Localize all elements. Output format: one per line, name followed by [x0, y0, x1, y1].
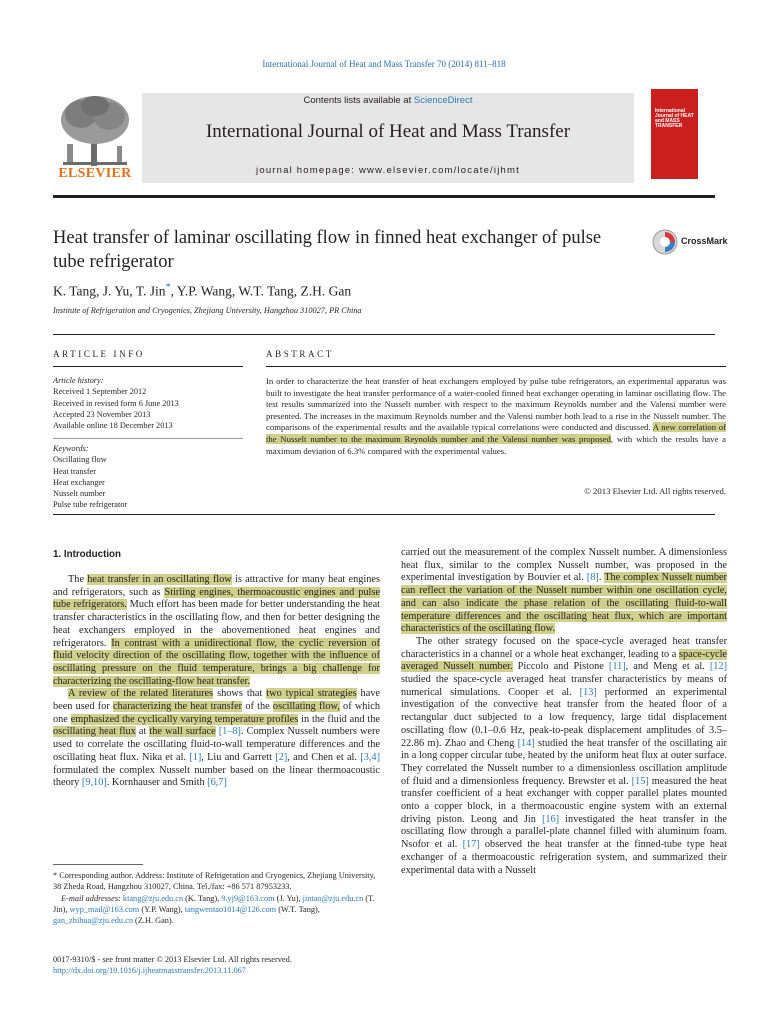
history-item: Available online 18 December 2013 [53, 421, 173, 431]
citation-link[interactable]: [12] [709, 661, 727, 673]
citation-link[interactable]: [3,4] [360, 751, 380, 763]
keyword-item: Pulse tube refrigerator [53, 500, 128, 510]
email-link[interactable]: tangwentao1014@126.com [184, 904, 277, 914]
article-info-heading: ARTICLE INFO [53, 349, 145, 359]
crossmark-badge[interactable]: CrossMark [652, 229, 732, 259]
journal-homepage[interactable]: journal homepage: www.elsevier.com/locate/ijhmt [256, 165, 520, 176]
highlighted-text: In contrast with a unidirectional flow, the cyclic reversion of fluid velocity direction of the oscillating flow, together with the influence of oscillating pressure on the fluid temperature, brings a big challenge for characterizing the oscillating-flow heat transfer. [53, 637, 380, 687]
body-text: Piccolo and Pistone [512, 661, 609, 673]
body-text: . [598, 572, 605, 584]
highlighted-text: space-cycle averaged Nusselt number. [401, 648, 727, 673]
highlighted-text: two typical strategies [266, 688, 357, 700]
body-text: shows that [213, 688, 267, 700]
body-text: of which one [53, 701, 381, 725]
citation-link[interactable]: [17] [462, 839, 480, 851]
email-owner: (Y.P. Wang), [139, 904, 185, 914]
highlighted-text: emphasized the cyclically varying temperature profiles [70, 713, 299, 725]
body-text: observed the heat transfer at the finned-tube type heat exchanger of a thermoacoustic refrigeration system, and summarized their experimental data with a Nusselt [401, 839, 727, 876]
body-text: . Complex Nusselt numbers were used to correlate the oscillating fluid-to-wall temperature differences and the oscillating heat flux. Nika et al. [53, 726, 380, 763]
paragraph [53, 688, 380, 790]
body-column-right [401, 547, 727, 877]
history-item: Accepted 23 November 2013 [53, 409, 151, 419]
sciencedirect-link[interactable]: ScienceDirect [413, 95, 473, 106]
citation-link[interactable]: [13] [579, 686, 597, 698]
highlighted-text: the wall surface [149, 726, 216, 738]
body-text: is attractive for many heat engines and refrigerators, such as [53, 574, 380, 598]
keywords-label: Keywords: [53, 444, 89, 453]
body-text: in the fluid and the [298, 713, 380, 725]
email-link[interactable]: ktang@zju.edu.cn [122, 893, 184, 903]
keyword-item: Heat transfer [53, 466, 97, 476]
email-owner: (K. Tang), [183, 893, 222, 903]
email-link[interactable]: gan_zhihua@zju.edu.cn [53, 916, 133, 926]
citation-link[interactable]: [6,7] [207, 777, 227, 789]
citation-link[interactable]: [11] [608, 661, 626, 673]
paragraph [401, 636, 727, 877]
abstract-heading: ABSTRACT [266, 349, 334, 359]
citation-link[interactable]: [9,10] [81, 777, 107, 789]
history-item: Received 1 September 2012 [53, 387, 147, 397]
body-text: , and Chen et al. [287, 751, 361, 763]
issn-line: 0017-9310/$ - see front matter © 2013 Elsevier Ltd. All rights reserved. [53, 955, 292, 964]
elsevier-wordmark: ELSEVIER [58, 166, 132, 181]
citation-link[interactable]: [14] [517, 737, 535, 749]
highlighted-text: A new correlation of the Nusselt number to the maximum Reynolds number and the Valensi number was proposed [266, 422, 726, 444]
contents-line: Contents lists available at ScienceDirect [303, 95, 473, 106]
highlighted-text: characterizing the heat transfer [112, 701, 243, 713]
email-link[interactable]: jintao@zju.edu.cn [302, 893, 364, 903]
keywords-block [53, 443, 243, 511]
keyword-item: Heat exchanger [53, 477, 105, 487]
page-footer [53, 954, 292, 977]
body-text: , Liu and Garrett [201, 751, 276, 763]
doi-link[interactable]: http://dx.doi.org/10.1016/j.ijheatmasstransfer.2013.11.067 [53, 966, 246, 976]
body-text: measured the heat transfer coefficient of a heat exchanger with copper parallel plates mounted onto a copper block, in a thermoacoustic engine system with an external driving piston. Leong and Jin [401, 775, 728, 825]
email-owner: (J. Yu), [274, 893, 303, 903]
email-owner: (Z.H. Gan). [132, 916, 174, 926]
footnote [53, 870, 381, 926]
footnote-rule [53, 864, 143, 865]
body-text: have been used for [53, 688, 380, 713]
paper-title: Heat transfer of laminar oscillating flow in finned heat exchanger of pulse tube refrigerator [53, 228, 602, 272]
corresponding-author-mark[interactable]: * [165, 282, 171, 293]
body-text: The other strategy focused on the space-cycle averaged heat transfer characteristics in a channel or a whole heat exchanger, leading to a [401, 635, 727, 660]
body-text: performed an experimental investigation of the convective heat transfer from the heated floor of a rectangular duct subjected to a low frequency, large tidal displacement oscillating flow (0.1–0.6 Hz, peak-to-peak displacement amplitudes of 3.5–22.86 m). Zhao and Cheng [401, 686, 727, 749]
citation-link[interactable]: [8] [586, 572, 599, 584]
journal-cover-thumbnail[interactable]: International Journal of HEAT and MASS TRANSFER [651, 89, 698, 179]
citation-link[interactable]: [1] [189, 751, 202, 763]
corresponding-author-note: * Corresponding author. Address: Institute of Refrigeration and Cryogenics, Zhejiang University, 38 Zheda Road, Hangzhou 310027, China. Tel./fax: +86 571 87953233. [53, 871, 376, 892]
journal-citation[interactable]: International Journal of Heat and Mass Transfer 70 (2014) 811–818 [262, 59, 506, 69]
email-link[interactable]: wyp_mail@163.com [69, 904, 140, 914]
keyword-item: Oscillating flow [53, 455, 107, 465]
body-column-left [53, 574, 380, 790]
abstract-bottom-rule [53, 514, 715, 515]
highlighted-text: Stirling engines, thermoacoustic engines and pulse tube refrigerators. [53, 586, 380, 611]
paragraph [401, 547, 727, 636]
section-heading-introduction: 1. Introduction [53, 549, 122, 560]
body-text: , and Meng et al. [625, 661, 710, 673]
abstract-text: In order to characterize the heat transfer of heat exchangers employed by pulse tube refrigerators, an experimental apparatus was built to investigate the heat transfer performance of a water-cooled finned heat exchanger operating in laminar oscillating flow. The test results summarized into the Nusselt number with respect to the maximum Reynolds number and the Valensi number were presented. The increases in the maximum Reynolds number and the Valensi number both lead to a rise in the Nusselt number. The comparisons of the experimental results and the available typical correlations were conducted and discussed. A new correlation of the Nusselt number to the maximum Reynolds number and the Valensi number was proposed, with which the results have a maximum deviation of 6.3% compared with the experimental values. [266, 376, 726, 456]
email-owner: (T. Jin), [53, 893, 375, 914]
body-text: The [68, 574, 88, 585]
citation-link[interactable]: [15] [631, 775, 649, 787]
keywords-divider [53, 438, 243, 439]
copyright-line: © 2013 Elsevier Ltd. All rights reserved. [584, 486, 726, 496]
history-item: Received in revised form 6 June 2013 [53, 398, 179, 408]
history-label: Article history: [53, 376, 104, 385]
paragraph [53, 574, 380, 688]
email-owner: (W.T. Tang), [276, 904, 320, 914]
body-text: formulated the complex Nusselt number based on the linear thermoacoustic theory [53, 764, 380, 789]
affiliation: Institute of Refrigeration and Cryogenics, Zhejiang University, Hangzhou 310027, PR China [53, 306, 362, 315]
body-text: investigated the heat transfer in the oscillating flow through a parallel-plate channel filled with aluminum foam. Nsofor et al. [401, 813, 727, 851]
email-addresses: E-mail addresses: ktang@zju.edu.cn (K. Tang), 9.yj9@163.com (J. Yu), jintao@zju.edu.cn (T. Jin), wyp_mail@163.com (Y.P. Wang), tangwentao1014@126.com (W.T. Tang), gan_zhihua@zju.edu.cn (Z.H. Gan). [53, 893, 375, 926]
highlighted-text: oscillating flow, [272, 701, 340, 713]
header-rule [53, 195, 715, 198]
body-text: carried out the measurement of the complex Nusselt number. A dimensionless heat flux, similar to the complex Nusselt number, was proposed in the experimental investigation by Bouvier et al. [401, 547, 727, 584]
highlighted-text: oscillating heat flux [53, 726, 136, 738]
keyword-item: Nusselt number [53, 489, 106, 499]
body-text: studied the space-cycle averaged heat transfer characteristics by means of numerical simulations. Cooper et al. [401, 674, 727, 698]
email-link[interactable]: 9.yj9@163.com [221, 893, 275, 903]
highlighted-text: A review of the related literatures [68, 688, 214, 700]
journal-title: International Journal of Heat and Mass Transfer [205, 121, 571, 142]
title-rule [53, 334, 715, 335]
body-text: studied the heat transfer of the oscillating air in a long copper circular tube, heated by the uniform heat flux at outer surface. They correlated the Nusselt number to a dimensionless oscillation amplitude of fluid and a dimensionless frequency. Brewster et al. [401, 737, 727, 787]
highlighted-text: The complex Nusselt number can reflect the variation of the Nusselt number within one oscillation cycle, and can also indicate the phase relation of the oscillating fluid-to-wall temperature differences and the oscillating heat flux, which are important characteristics of the oscillating flow. [401, 572, 727, 635]
body-text: of the [242, 701, 273, 713]
citation-link[interactable]: [2] [275, 751, 288, 763]
citation-link[interactable]: [16] [541, 813, 560, 825]
article-info-rule [53, 366, 243, 367]
abstract-rule [266, 366, 726, 367]
body-text: Much effort has been made for better understanding the heat transfer characteristics in the oscillating flow, and then for better designing the heat exchangers employed in the abovementioned heat engines and refrigerators. [53, 599, 381, 649]
citation-link[interactable]: [1–8] [218, 726, 241, 738]
highlighted-text: heat transfer in an oscillating flow [87, 574, 232, 585]
author-list: K. Tang, J. Yu, T. Jin*, Y.P. Wang, W.T. Tang, Z.H. Gan [53, 282, 352, 299]
body-text: at [135, 726, 150, 738]
crossmark-icon [652, 229, 678, 255]
body-text: . Kornhauser and Smith [106, 777, 208, 789]
article-info-block [53, 375, 243, 431]
